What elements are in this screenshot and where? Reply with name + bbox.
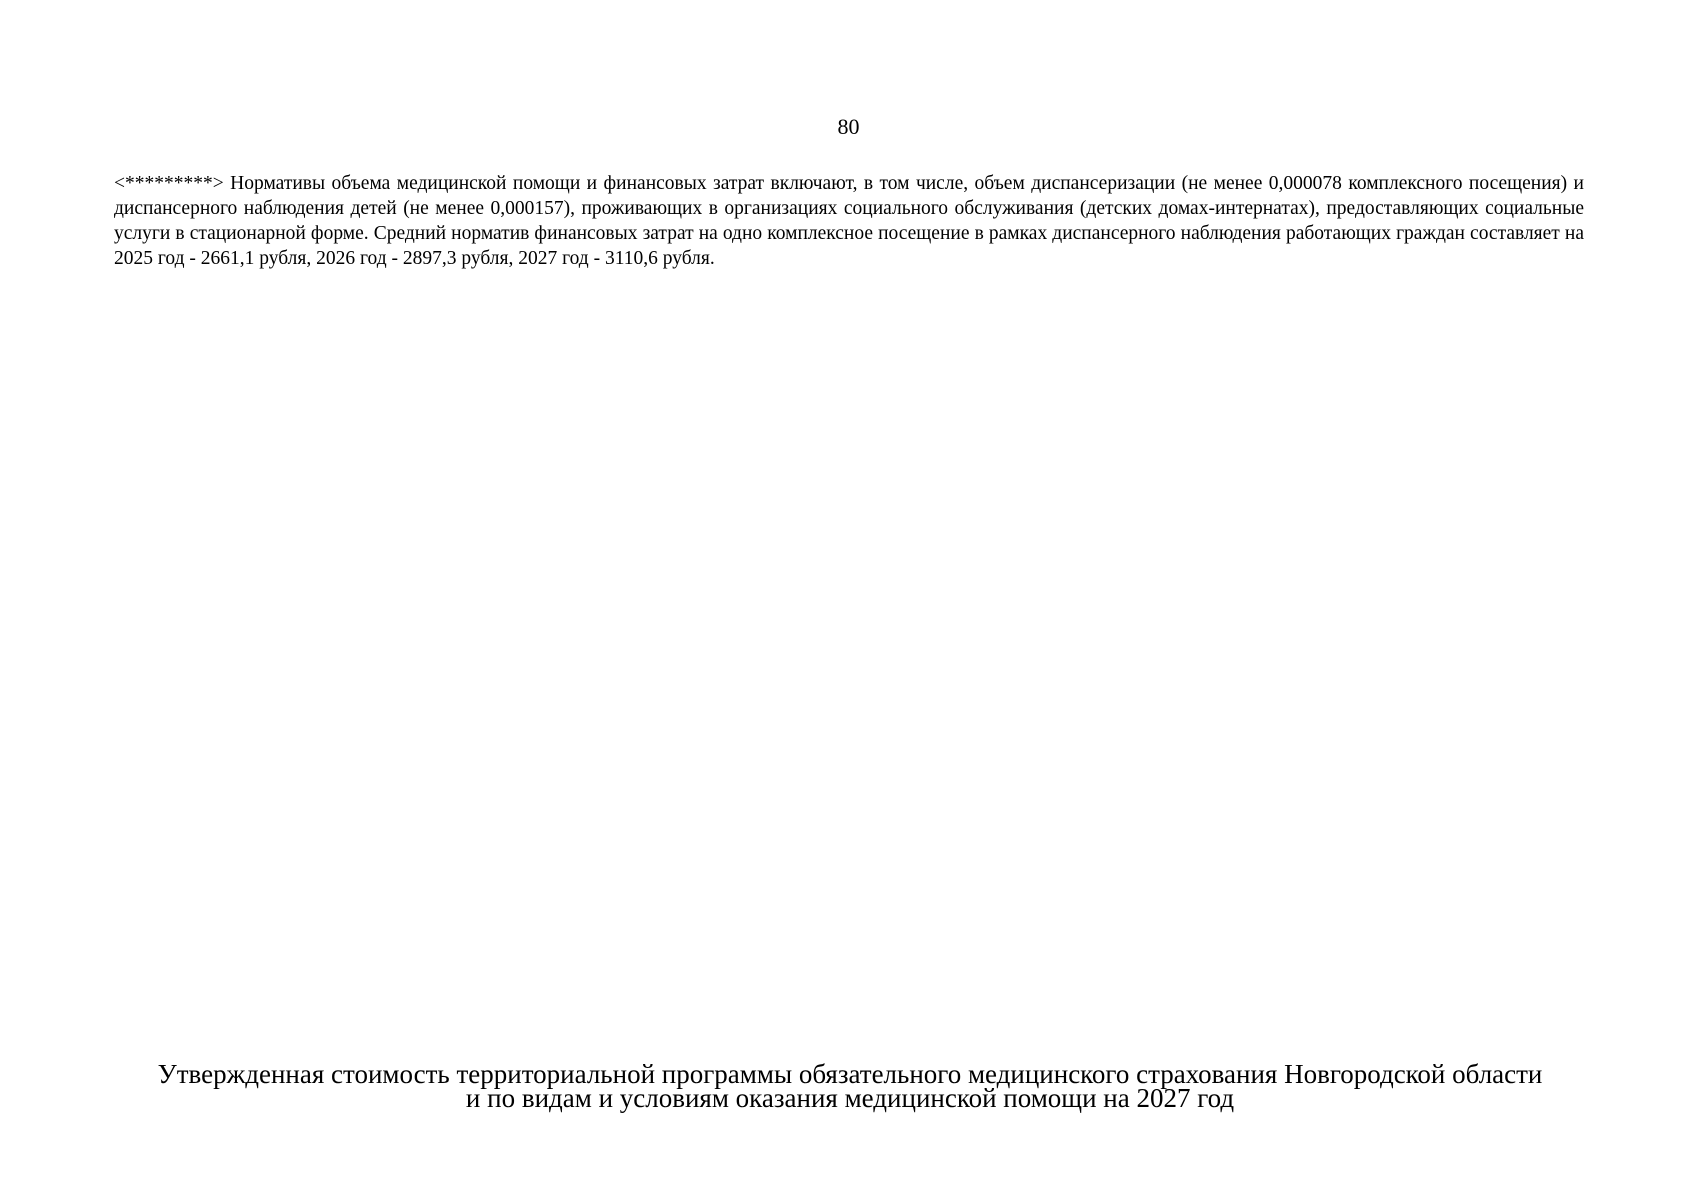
section-title-line-1: Утвержденная стоимость территориальной программы обязательного медицинского страхования Новгородской области — [157, 1059, 1543, 1089]
page-number: 80 — [837, 114, 860, 139]
footnote-text: <*********> Нормативы объема медицинской помощи и финансовых затрат включают, в том числе, объем диспансеризации (не менее 0,000078 комплексного посещения) и диспансерного наблюдения детей (не менее 0,000157), проживающих в организациях социального обслуживания (детских домах-интернатах), предоставляющих социальные услуги в стационарной форме. Средний норматив финансовых затрат на одно комплексное посещение в рамках диспансерного наблюдения работающих граждан составляет на 2025 год - 2661,1 рубля, 2026 год - 2897,3 рубля, 2027 год - 3110,6 рубля. — [114, 173, 1584, 269]
section-title-line-2: и по видам и условиям оказания медицинской помощи на 2027 год — [465, 1083, 1235, 1113]
section-title — [110, 1059, 1590, 1113]
